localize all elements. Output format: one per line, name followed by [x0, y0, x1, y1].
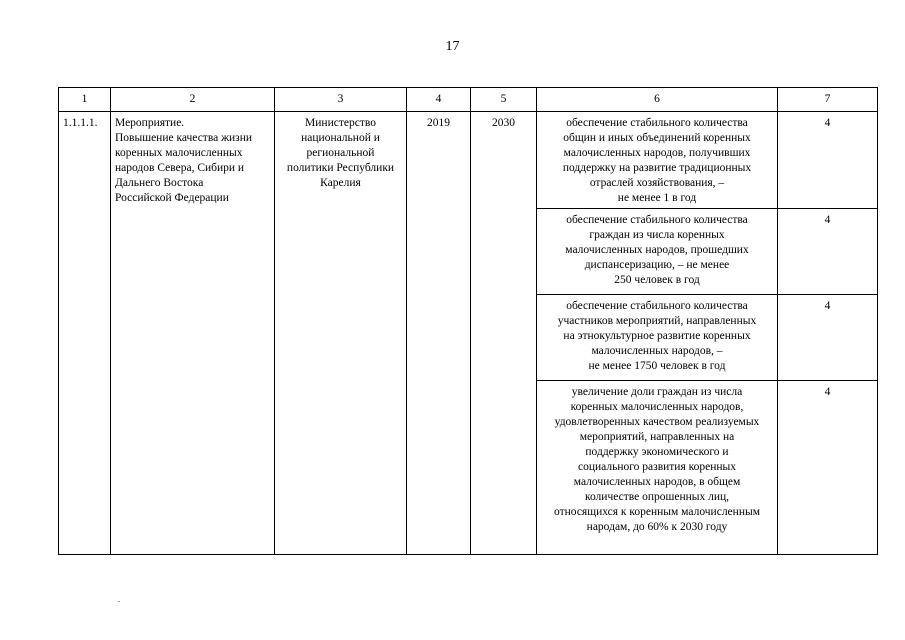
result-line: не менее 1 в год: [617, 192, 697, 204]
result-line: малочисленных народов, в общем: [573, 476, 741, 488]
result-line: коренных малочисленных народов,: [570, 401, 744, 413]
result-line: увеличение доли граждан из числа: [571, 386, 743, 398]
result-cell-4: [537, 381, 778, 555]
header-cell-7: 7: [778, 88, 878, 112]
event-line: Мероприятие.: [115, 117, 185, 129]
header-cell-2: 2: [111, 88, 275, 112]
col7-cell-4: 4: [778, 381, 878, 555]
event-line: коренных малочисленных: [115, 147, 243, 159]
result-line: малочисленных народов, прошедших: [565, 244, 749, 256]
executor-line: национальной и: [301, 132, 380, 144]
executor-line: Карелия: [320, 177, 361, 189]
result-cell-3: [537, 295, 778, 381]
result-line: количестве опрошенных лиц,: [584, 491, 730, 503]
table-row: [59, 112, 878, 209]
executor-line: региональной: [306, 147, 375, 159]
result-line: поддержку экономического и: [585, 446, 729, 458]
result-line: народам, до 60% к 2030 году: [586, 521, 728, 533]
header-cell-3: 3: [275, 88, 407, 112]
header-cell-4: 4: [407, 88, 471, 112]
col7-cell-2: 4: [778, 209, 878, 295]
result-cell-1: [537, 112, 778, 209]
event-line: Повышение качества жизни: [115, 132, 253, 144]
result-line: мероприятий, направленных на: [579, 431, 735, 443]
event-line: Российской Федерации: [115, 192, 229, 204]
event-line: народов Севера, Сибири и: [115, 162, 245, 174]
result-line: относящихся к коренным малочисленным: [554, 506, 760, 518]
result-line: поддержку на развитие традиционных: [562, 162, 752, 174]
footer-mark: .: [118, 595, 120, 604]
executor-line: политики Республики: [286, 162, 395, 174]
executor-line: Министерство: [305, 117, 376, 129]
start-year: 2019: [407, 112, 471, 555]
result-line: участников мероприятий, направленных: [557, 315, 757, 327]
result-line: социального развития коренных: [577, 461, 737, 473]
event-description: [111, 112, 275, 555]
end-year: 2030: [471, 112, 537, 555]
result-line: малочисленных народов, –: [591, 345, 723, 357]
result-line: удовлетворенных качеством реализуемых: [554, 416, 760, 428]
result-line: малочисленных народов, получивших: [563, 147, 751, 159]
result-line: отраслей хозяйствования, –: [589, 177, 725, 189]
result-line: 250 человек в год: [614, 274, 700, 286]
executor: [275, 112, 407, 555]
result-line: диспансеризацию, – не менее: [584, 259, 730, 271]
col7-cell-1: 4: [778, 112, 878, 209]
result-line: обеспечение стабильного количества: [566, 300, 748, 312]
result-cell-2: [537, 209, 778, 295]
result-line: общин и иных объединений коренных: [563, 132, 751, 144]
program-table: [58, 87, 878, 555]
table-header-row: [59, 88, 878, 112]
result-line: обеспечение стабильного количества: [566, 214, 748, 226]
header-cell-1: 1: [59, 88, 111, 112]
row-code: 1.1.1.1.: [59, 112, 111, 555]
page-number: 17: [445, 39, 460, 54]
result-line: на этнокультурное развитие коренных: [563, 330, 751, 342]
header-cell-5: 5: [471, 88, 537, 112]
header-cell-6: 6: [537, 88, 778, 112]
event-line: Дальнего Востока: [115, 177, 204, 189]
result-line: обеспечение стабильного количества: [566, 117, 748, 129]
result-line: не менее 1750 человек в год: [588, 360, 726, 372]
result-line: граждан из числа коренных: [589, 229, 725, 241]
col7-cell-3: 4: [778, 295, 878, 381]
